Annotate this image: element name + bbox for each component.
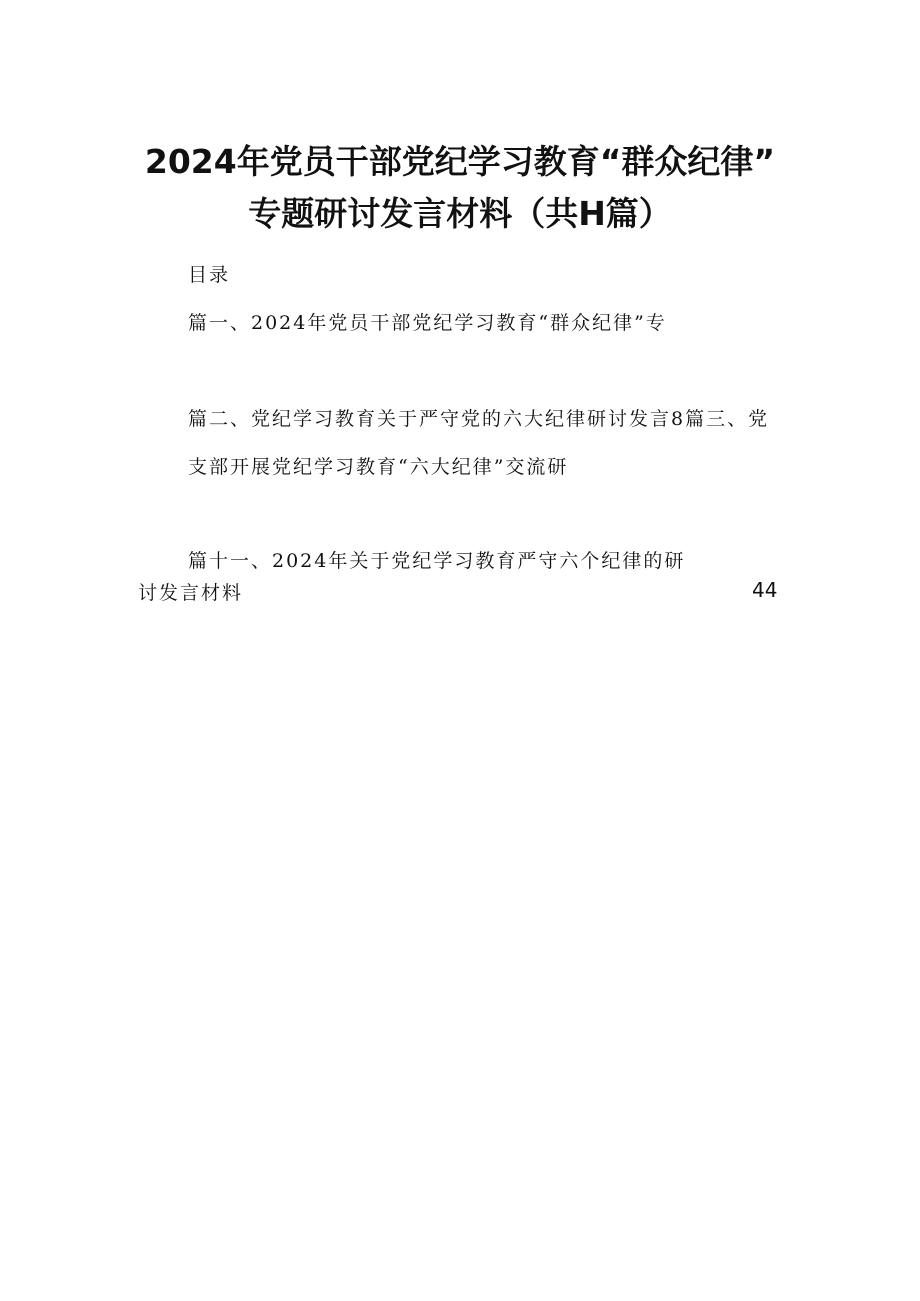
document-title-line-2: 专题研讨发言材料（共H篇）	[248, 194, 672, 233]
toc-entry-3-page-number: 44	[752, 578, 778, 602]
toc-entry-3-line-1[interactable]: 篇十一、2024年关于党纪学习教育严守六个纪律的研	[188, 550, 686, 572]
document-title-line-1: 2024年党员干部党纪学习教育“群众纪律”	[144, 142, 776, 181]
toc-heading: 目录	[188, 264, 231, 286]
toc-entry-2-line-1[interactable]: 篇二、党纪学习教育关于严守党的六大纪律研讨发言8篇三、党	[188, 408, 770, 430]
toc-entry-1[interactable]: 篇一、2024年党员干部党纪学习教育“群众纪律”专	[188, 312, 667, 334]
toc-entry-3-line-2[interactable]: 讨发言材料	[138, 582, 244, 604]
toc-entry-2-line-2[interactable]: 支部开展党纪学习教育“六大纪律”交流研	[188, 456, 569, 478]
